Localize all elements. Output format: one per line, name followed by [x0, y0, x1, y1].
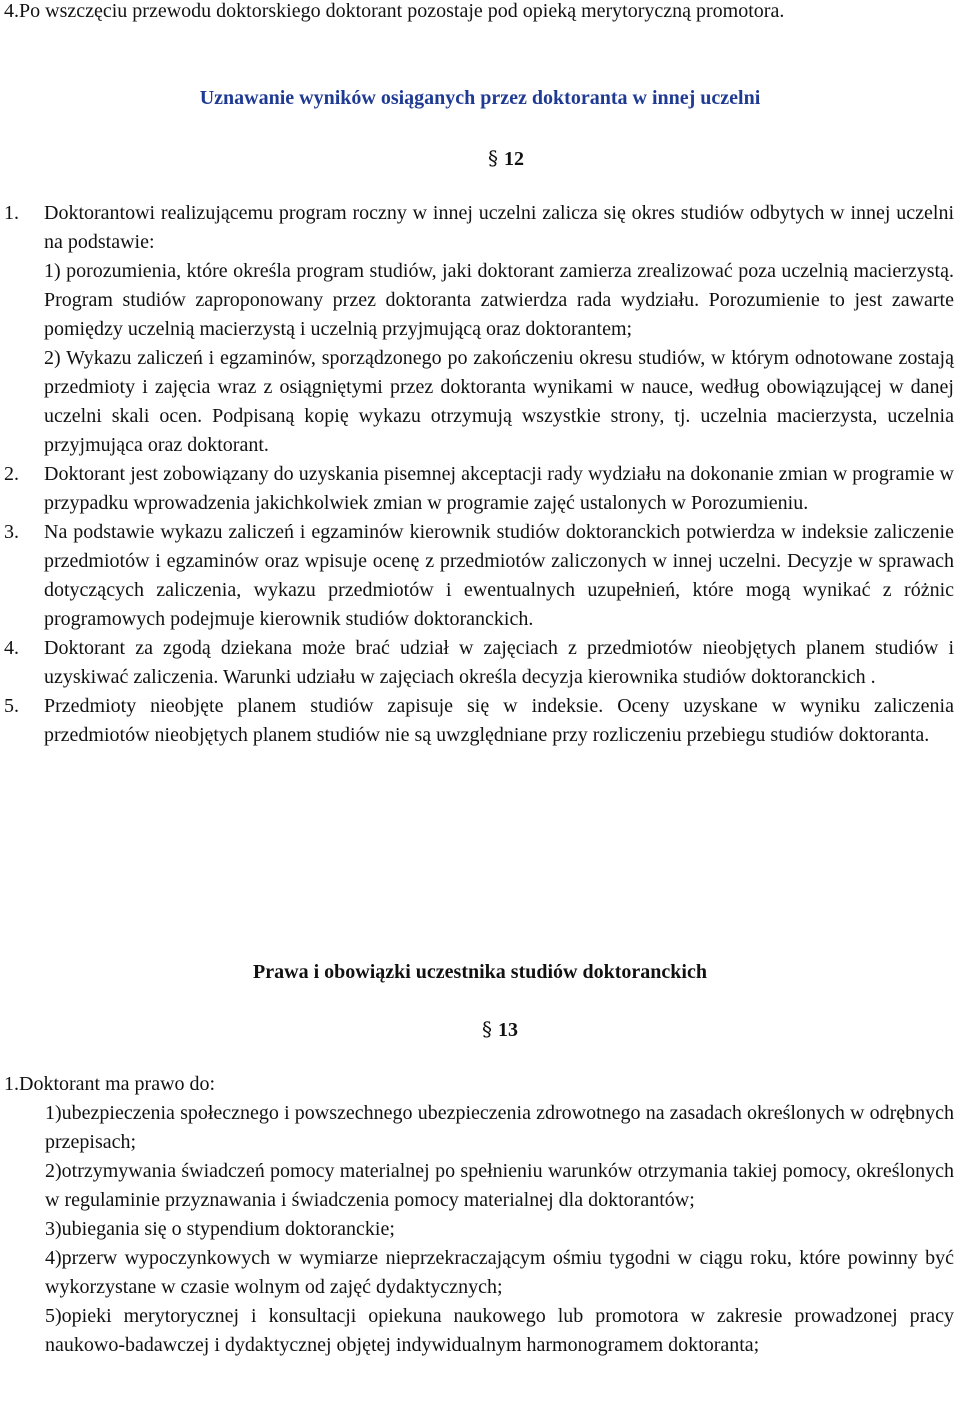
- list-item: [4, 634, 954, 692]
- rights-item: 1)ubezpieczenia społecznego i powszechnego ubezpieczenia zdrowotnego na zasadach określonych w odrębnych przepisach;: [45, 1102, 954, 1153]
- list-item: [4, 518, 954, 634]
- rights-item: 4)przerw wypoczynkowych w wymiarze nieprzekraczającym ośmiu tygodni w ciągu roku, które powinny być wykorzystane w czasie wolnym od zajęć dydaktycznych;: [45, 1247, 954, 1298]
- item-text: Na podstawie wykazu zaliczeń i egzaminów kierownik studiów doktoranckich potwierdza w indeksie zaliczenie przedmiotów i egzaminów oraz wpisuje ocenę z przedmiotów zaliczonych w innej uczelni. Decyzje w sprawach dotyczących zaliczenia, wykazu przedmiotów i ewentualnych uzupełnień, które mogą wynikać z różnic programowych podejmuje kierownik studiów doktoranckich.: [44, 521, 954, 630]
- section-12-body: [4, 199, 954, 750]
- heading-rights: Prawa i obowiązki uczestnika studiów doktoranckich: [253, 961, 707, 983]
- subitem-text: 1) porozumienia, które określa program studiów, jaki doktorant zamierza zrealizować poza uczelnią macierzystą. Program studiów zaproponowany przez doktoranta zatwierdza rada wydziału. Porozumienie to jest zawarte pomiędzy uczelnią macierzystą i uczelnią przyjmującą oraz doktorantem;: [44, 260, 954, 340]
- item-number: 5.: [4, 695, 19, 717]
- rights-item: 5)opieki merytorycznej i konsultacji opiekuna naukowego lub promotora w zakresie prowadzonej pracy naukowo-badawczej i dydaktycznej objętej indywidualnym harmonogramem doktoranta;: [45, 1305, 954, 1356]
- list-item: [4, 460, 954, 518]
- item-text: Doktorant jest zobowiązany do uzyskania pisemnej akceptacji rady wydziału na dokonanie zmian w programie w przypadku wprowadzenia jakichkolwiek zmian w programie zajęć ustalonych w Porozumieniu.: [44, 463, 954, 514]
- section-13-body: [4, 1070, 954, 1360]
- subitem-text: 2) Wykazu zaliczeń i egzaminów, sporządzonego po zakończeniu okresu studiów, w którym odnotowane zostają przedmioty i zajęcia wraz z osiągniętymi przez doktoranta wynikami w nauce, według obowiązującej w danej uczelni skali ocen. Podpisaną kopię wykazu otrzymują wszystkie strony, tj. uczelnia macierzysta, uczelnia przyjmująca oraz doktorant.: [44, 347, 954, 456]
- item-text: Doktorant za zgodą dziekana może brać udział w zajęciach z przedmiotów nieobjętych planem studiów i uzyskiwać zaliczenia. Warunki udziału w zajęciach określa decyzja kierownika studiów doktoranckich .: [44, 637, 954, 688]
- heading-recognition: Uznawanie wyników osiąganych przez doktoranta w innej uczelni: [199, 87, 761, 109]
- rights-item: 3)ubiegania się o stypendium doktoranckie;: [45, 1218, 395, 1240]
- item-number: 2.: [4, 463, 19, 485]
- section-number: 13: [498, 1019, 518, 1041]
- rights-item: 2)otrzymywania świadczeń pomocy materialnej po spełnieniu warunków otrzymania takiej pomocy, określonych w regulaminie przyznawania i świadczenia pomocy materialnej dla doktorantów;: [45, 1160, 954, 1211]
- item-text: Doktorantowi realizującemu program roczny w innej uczelni zalicza się okres studiów odbytych w innej uczelni na podstawie:: [44, 202, 954, 253]
- item-number: 1.: [4, 202, 19, 224]
- list-item: [4, 199, 954, 460]
- section-12-marker: [0, 144, 960, 174]
- intro-paragraph: 4.Po wszczęciu przewodu doktorskiego doktorant pozostaje pod opieką merytoryczną promotora.: [4, 0, 785, 22]
- item-number: 4.: [4, 637, 19, 659]
- section-symbol: §: [488, 146, 498, 170]
- item-number: 3.: [4, 521, 19, 543]
- section-symbol: §: [482, 1017, 492, 1041]
- section-13-marker: [0, 1015, 960, 1045]
- section-number: 12: [504, 148, 524, 170]
- list-item: [4, 692, 954, 750]
- rights-lead: 1.Doktorant ma prawo do:: [4, 1073, 216, 1095]
- item-text: Przedmioty nieobjęte planem studiów zapisuje się w indeksie. Oceny uzyskane w wyniku zaliczenia przedmiotów nieobjętych planem studiów nie są uwzględniane przy rozliczeniu przebiegu studiów doktoranta.: [44, 695, 954, 746]
